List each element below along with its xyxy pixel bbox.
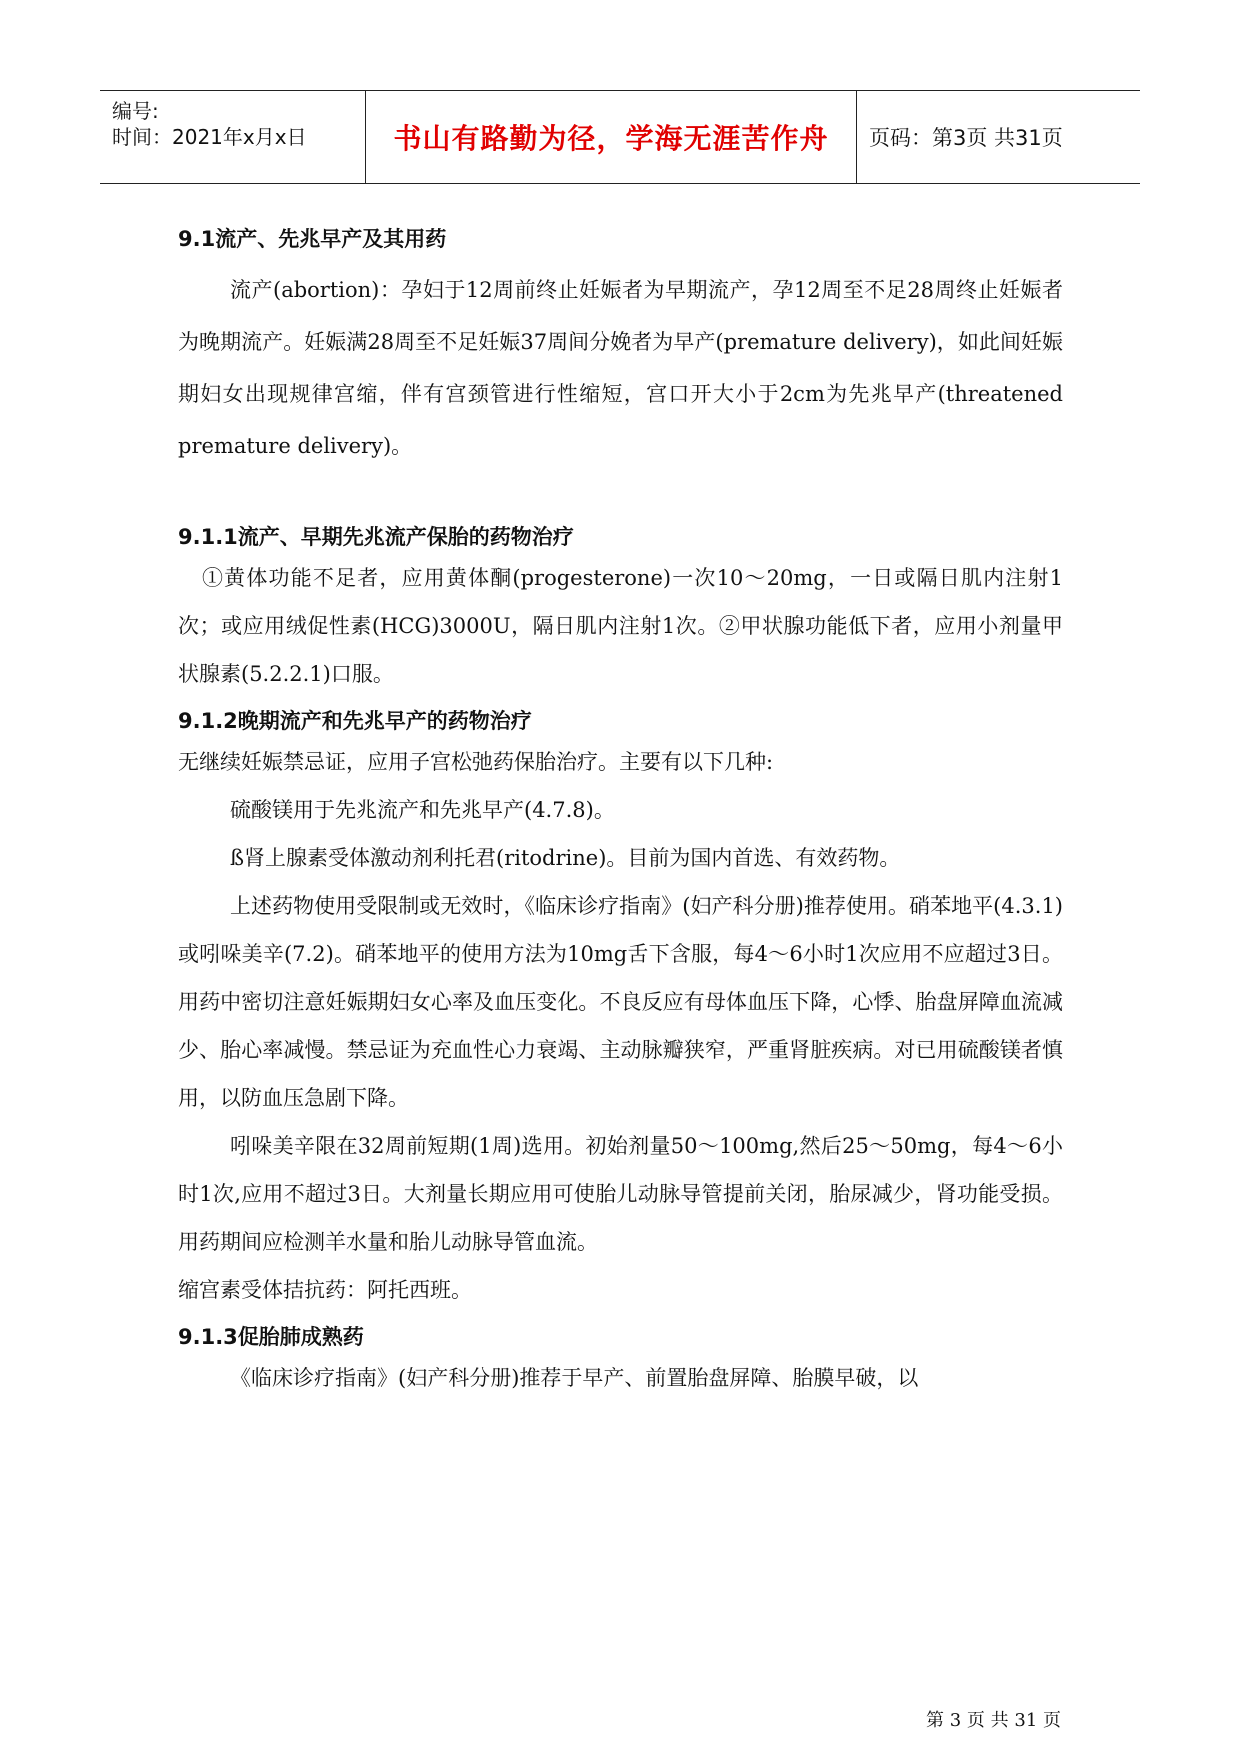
paragraph-abortion-definition: 流产(abortion)：孕妇于12周前终止妊娠者为早期流产，孕12周至不足28周终止妊娠者为晚期流产。妊娠满28周至不足妊娠37周间分娩者为早产(premature delivery)，如此间妊娠期妇女出现规律宫缩，伴有宫颈管进行性缩短，宫口开大小于2cm为先兆早产(threatened premature delivery)。 xyxy=(178,278,1063,458)
page-footer: 第 3 页 共 31 页 xyxy=(926,1710,1061,1731)
paragraph-atosiban: 缩宫素受体拮抗药：阿托西班。 xyxy=(178,1278,472,1302)
document-body xyxy=(178,226,1063,1402)
section-9-1-title: 9.1流产、先兆早产及其用药 xyxy=(178,227,447,251)
page-label: 页码：第3页 共31页 xyxy=(869,126,1063,150)
header-meta xyxy=(100,91,366,183)
paragraph-indomethacin: 吲哚美辛限在32周前短期(1周)选用。初始剂量50～100mg,然后25～50mg，每4～6小时1次,应用不超过3日。大剂量长期应用可使胎儿动脉导管提前关闭，胎尿减少，肾功能受损。用药期间应检测羊水量和胎儿动脉导管血流。 xyxy=(178,1134,1063,1254)
page-header xyxy=(100,90,1140,184)
paragraph-ritodrine: ß肾上腺素受体激动剂利托君(ritodrine)。目前为国内首选、有效药物。 xyxy=(230,846,901,870)
paragraph-nifedipine: 上述药物使用受限制或无效时，《临床诊疗指南》(妇产科分册)推荐使用。硝苯地平(4.3.1)或吲哚美辛(7.2)。硝苯地平的使用方法为10mg舌下含服，每4～6小时1次应用不应超过3日。用药中密切注意妊娠期妇女心率及血压变化。不良反应有母体血压下降，心悸、胎盘屏障血流减少、胎心率减慢。禁忌证为充血性心力衰竭、主动脉瓣狭窄，严重肾脏疾病。对已用硫酸镁者慎用，以防血压急剧下降。 xyxy=(178,894,1063,1110)
paragraph-early-treatment: ①黄体功能不足者，应用黄体酮(progesterone)一次10～20mg，一日或隔日肌内注射1次；或应用绒促性素(HCG)3000U，隔日肌内注射1次。②甲状腺功能低下者，应用小剂量甲状腺素(5.2.2.1)口服。 xyxy=(178,566,1063,686)
paragraph-lung-maturation: 《临床诊疗指南》(妇产科分册)推荐于早产、前置胎盘屏障、胎膜早破，以 xyxy=(230,1366,919,1390)
paragraph-magnesium: 硫酸镁用于先兆流产和先兆早产(4.7.8)。 xyxy=(230,798,615,822)
motto: 书山有路勤为径，学海无涯苦作舟 xyxy=(393,122,829,155)
section-9-1-1-title: 9.1.1流产、早期先兆流产保胎的药物治疗 xyxy=(178,525,574,549)
section-9-1-2-title: 9.1.2晚期流产和先兆早产的药物治疗 xyxy=(178,709,532,733)
paragraph-late-intro: 无继续妊娠禁忌证，应用子宫松弛药保胎治疗。主要有以下几种: xyxy=(178,750,774,774)
header-page-cell xyxy=(857,91,1140,183)
section-9-1-3-title: 9.1.3促胎肺成熟药 xyxy=(178,1325,364,1349)
number-label: 编号: xyxy=(112,99,159,123)
header-motto-cell xyxy=(366,91,857,183)
time-label: 时间：2021年x月x日 xyxy=(112,125,307,149)
